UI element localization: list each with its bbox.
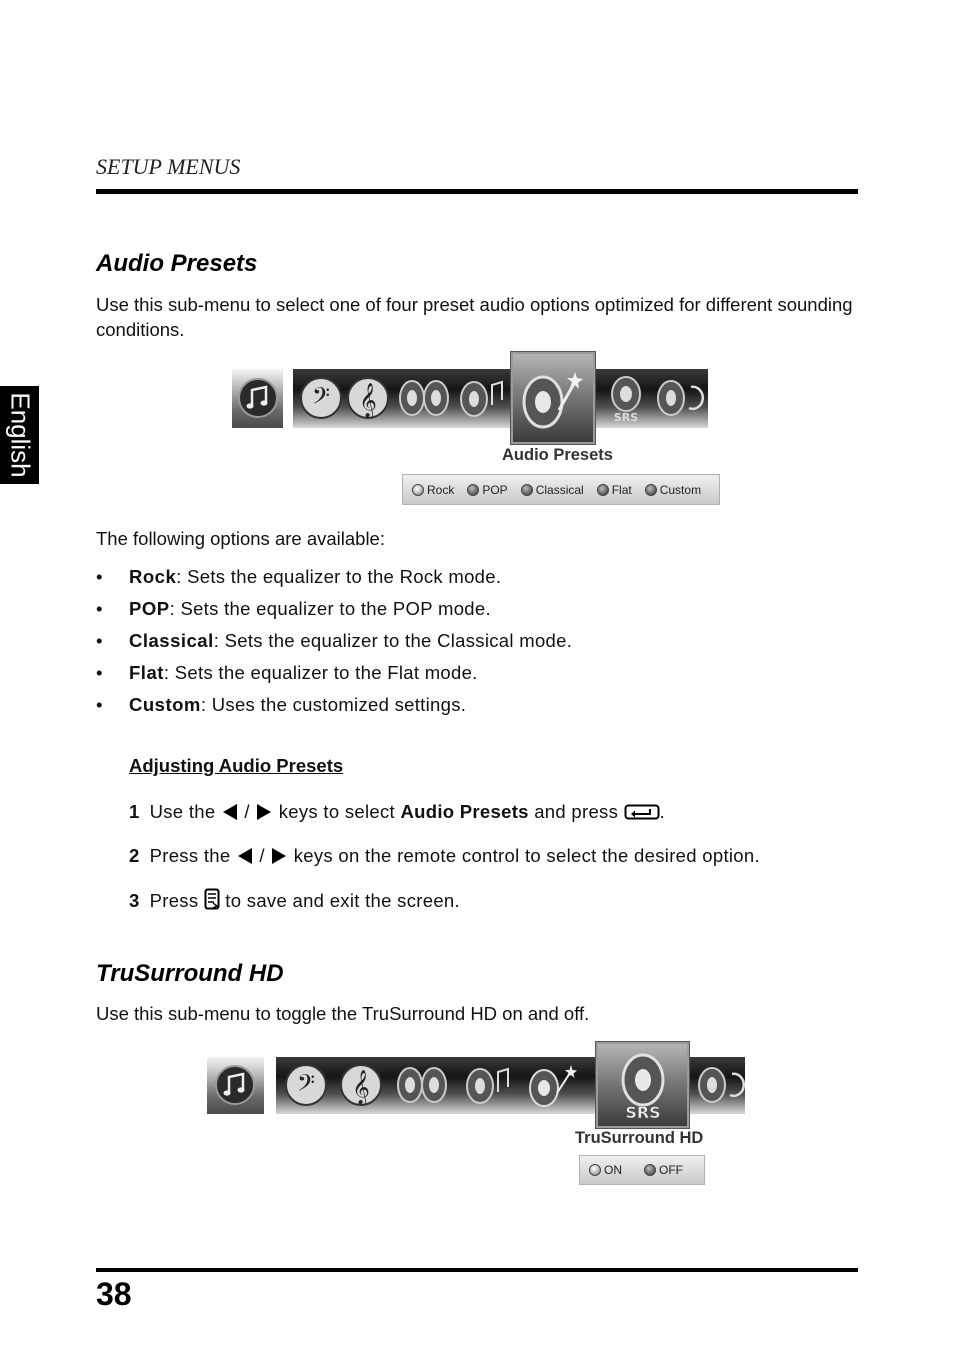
svg-text:𝄢: 𝄢 [296,1069,316,1102]
balance-icon[interactable] [395,375,453,421]
option-label: Custom [659,482,702,497]
option-label: POP [482,482,508,497]
audio-reset-icon[interactable] [694,1062,746,1108]
step-text: Use the [149,801,216,822]
audio-presets-heading: Audio Presets [96,250,258,277]
radio-icon [589,1164,601,1176]
radio-icon [645,484,657,496]
option-label: Rock [427,482,455,497]
music-note-icon [237,376,279,420]
description: : Sets the equalizer to the Classical mode. [213,630,573,651]
srs-text: SRS [613,411,639,424]
svg-text:𝄢: 𝄢 [311,382,331,415]
right-arrow-icon [272,848,286,864]
language-tab-label: English [5,392,35,478]
treble-icon[interactable] [339,1061,383,1109]
option-label: ON [604,1163,622,1177]
step-1 [129,801,665,823]
audio-presets-icon[interactable] [524,1061,584,1111]
step-text: to save and exit the screen. [225,890,460,911]
step-text: keys to select [278,801,395,822]
equalizer-icon[interactable] [456,375,508,421]
left-arrow-icon [223,804,237,820]
description: : Sets the equalizer to the Rock mode. [176,566,502,587]
option-on[interactable] [589,1163,622,1177]
list-item: • Classical: Sets the equalizer to the Classical mode. [96,630,573,651]
term: Custom [129,694,201,715]
treble-icon[interactable] [346,374,390,422]
option-flat[interactable] [597,483,632,497]
option-custom[interactable] [645,483,701,497]
step-number: 2 [129,845,140,866]
footer-rule [96,1268,858,1272]
term: Classical [129,630,214,651]
audio-menu-tile [232,369,283,428]
radio-icon [412,484,424,496]
audio-menu-tile [207,1057,264,1114]
radio-icon [521,484,533,496]
description: : Sets the equalizer to the POP mode. [169,598,491,619]
option-classical[interactable] [521,483,584,497]
separator: / [244,801,250,822]
separator: / [259,845,265,866]
audio-presets-menu-figure [232,352,722,507]
description: : Sets the equalizer to the Flat mode. [163,662,478,683]
srs-text: SRS [625,1103,661,1122]
term: POP [129,598,170,619]
step-text: . [659,801,666,822]
step-text: Press [149,890,199,911]
option-off[interactable] [644,1163,683,1177]
audio-presets-option-bar [402,474,720,505]
option-label: OFF [659,1163,683,1177]
step-2 [129,845,760,867]
audio-presets-selected-tile[interactable] [511,352,595,444]
music-note-icon [214,1063,256,1107]
audio-presets-icon [517,366,589,432]
list-item: • Flat: Sets the equalizer to the Flat mode. [96,662,478,683]
option-rock[interactable] [412,483,454,497]
enter-key-icon [624,803,660,821]
step-text: keys on the remote control to select the desired option. [293,845,760,866]
language-side-tab [0,386,39,484]
radio-icon [467,484,479,496]
list-item: • Custom: Uses the customized settings. [96,694,467,715]
menu-key-icon [204,888,220,910]
option-pop[interactable] [467,483,507,497]
option-label: Flat [611,482,632,497]
page-number: 38 [96,1276,132,1312]
right-arrow-icon [257,804,271,820]
step-number: 1 [129,801,140,822]
trusurround-heading: TruSurround HD [96,960,284,987]
srs-trusurround-icon [608,1048,678,1124]
bass-icon[interactable] [299,374,343,422]
equalizer-icon[interactable] [462,1062,514,1108]
step-text: Press the [149,845,231,866]
header-rule [96,189,858,194]
list-item: • POP: Sets the equalizer to the POP mode. [96,598,491,619]
audio-reset-icon[interactable] [653,375,705,421]
left-arrow-icon [238,848,252,864]
step-text: and press [534,801,619,822]
audio-presets-menu-label: Audio Presets [502,446,613,464]
option-label: Classical [535,482,584,497]
radio-icon [644,1164,656,1176]
balance-icon[interactable] [393,1062,451,1108]
audio-menu-strip [293,369,708,428]
svg-text:𝄞: 𝄞 [359,383,377,418]
svg-text:𝄞: 𝄞 [352,1070,370,1105]
trusurround-selected-tile[interactable] [596,1042,689,1128]
running-header: SETUP MENUS [96,154,241,179]
description: : Uses the customized settings. [200,694,467,715]
step-3 [129,888,460,912]
step-number: 3 [129,890,140,911]
trusurround-option-bar [579,1155,705,1185]
step-emphasis: Audio Presets [400,801,529,822]
term: Flat [129,662,164,683]
trusurround-menu-label: TruSurround HD [575,1129,704,1147]
radio-icon [597,484,609,496]
list-item: • Rock: Sets the equalizer to the Rock mode. [96,566,502,587]
adjusting-heading: Adjusting Audio Presets [129,755,344,776]
term: Rock [129,566,177,587]
trusurround-menu-figure [207,1042,747,1187]
options-intro: The following options are available: [96,528,385,549]
trusurround-intro: Use this sub-menu to toggle the TruSurround HD on and off. [96,1003,590,1024]
audio-presets-intro: Use this sub-menu to select one of four preset audio options optimized for different sounding conditions. [96,294,853,340]
srs-trusurround-icon[interactable] [605,374,647,424]
options-list [96,565,572,725]
bass-icon[interactable] [284,1061,328,1109]
